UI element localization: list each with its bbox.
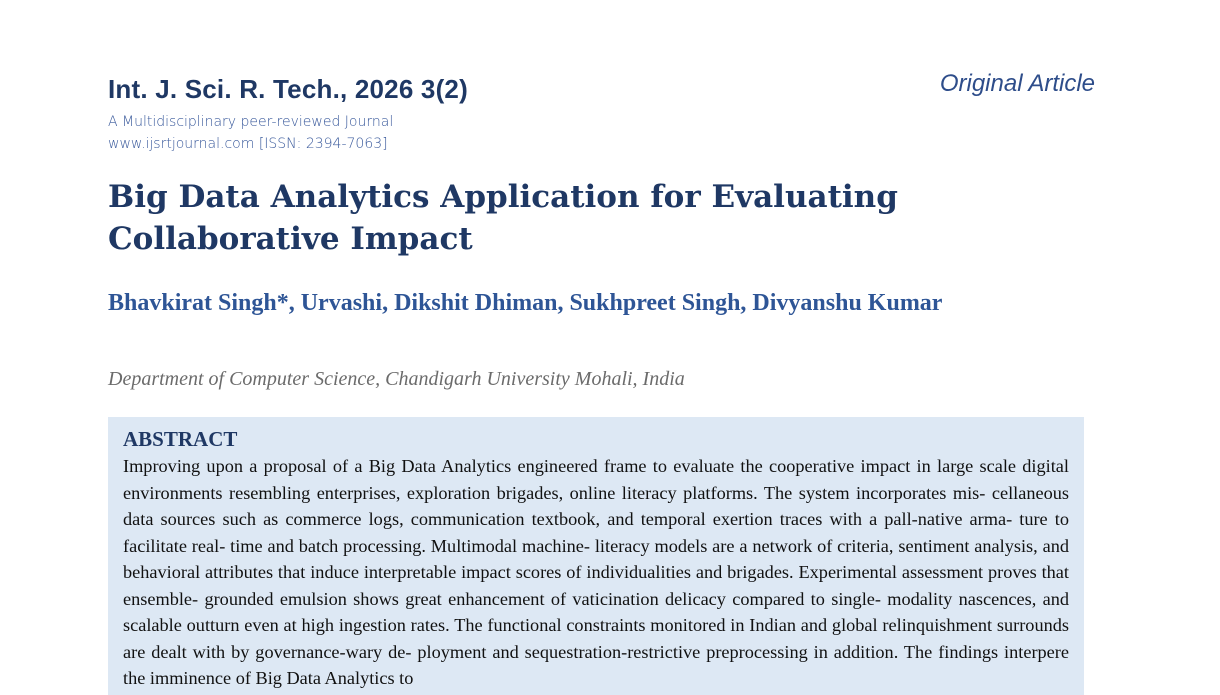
journal-title: Int. J. Sci. R. Tech., 2026 3(2): [108, 74, 468, 104]
paper-title: Big Data Analytics Application for Evaluating Collaborative Impact: [108, 179, 898, 257]
journal-website: www.ijsrtjournal.com [ISSN: 2394-7063]: [108, 136, 388, 152]
author-list: Bhavkirat Singh*, Urvashi, Dikshit Dhiman, Sukhpreet Singh, Divyanshu Kumar: [108, 290, 943, 316]
author-affiliation: Department of Computer Science, Chandigarh University Mohali, India: [108, 368, 685, 390]
article-type-label: Original Article: [939, 70, 1095, 97]
journal-tagline: A Multidisciplinary peer-reviewed Journal: [108, 114, 394, 130]
abstract-heading: ABSTRACT: [123, 427, 238, 451]
abstract-section: [108, 417, 1084, 695]
abstract-body: Improving upon a proposal of a Big Data Analytics engineered frame to evaluate the cooperative impact in large scale digital environments resembling enterprises, exploration brigades, online literacy platforms. The system incorporates mis- cellaneous data sources such as commerce logs, communication textbook, and temporal exertion traces with a pall-native arma- ture to facilitate real- time and batch processing. Multimodal machine- literacy models are a network of criteria, sentiment analysis, and behavioral attributes that induce interpretable impact scores of individualities and brigades. Experimental assessment proves that ensemble- grounded emulsion shows great enhancement of vaticination delicacy compared to single- modality nascences, and scalable outturn even at high ingestion rates. The functional constraints monitored in Indian and global relinquishment surrounds are dealt with by governance-wary de- ployment and sequestration-restrictive preprocessing in addition. The findings interpere the imminence of Big Data Analytics to: [123, 456, 1069, 688]
